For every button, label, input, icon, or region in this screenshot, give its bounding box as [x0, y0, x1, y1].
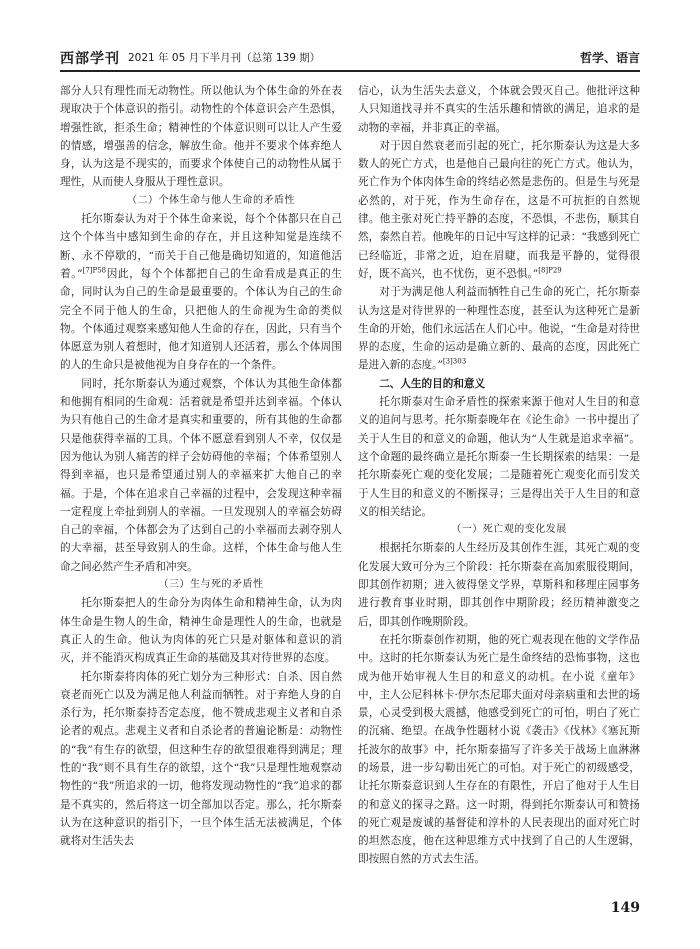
paragraph-text: 因此，每个个体都把自己的生命看成是真正的生命，同时认为自己的生命是最重要的。个体认为自己的生命完全不同于他人的生命，只把他人的生命视为生命的类似物。个体通过观察来感知他人生命的存在，因此，只有当个体愿意为别人着想时，他才知道别人还活着，那么个体周围的人的生命只是被他视为自身存在的一个条件。	[60, 267, 343, 372]
paragraph-text: 对于因自然衰老而引起的死亡，托尔斯泰认为这是大多数人的死亡方式，也是他自己最向往的死亡方式。他认为，死亡作为个体肉体生命的终结必然是悲伤的。但是生与死是必然的，对于死，作为生命存在，这是不可抗拒的自然规律。他主张对死亡持平静的态度，不恐惧，不悲伤，顺其自然，泰然自若。他晚年的日记中写这样的记录：“我感到死亡已经临近，非常之近，迫在眉睫，而我是平静的，觉得很好，既不高兴，也不忧伤，更不恐惧。”	[358, 139, 640, 280]
paragraph	[358, 137, 640, 283]
paragraph-text: 托尔斯泰认为对于个体生命来说，每个个体都只在自己这个个体当中感知到生命的存在，并且这种知觉是连续不断、永不停歇的，“而关于自己他是确切知道的，知道他活着。”	[60, 213, 342, 280]
paragraph	[60, 210, 342, 375]
paragraph: 同时，托尔斯泰认为通过观察，个体认为其他生命体都和他拥有相同的生命观：活着就是希望并达到幸福。个体认为只有他自己的生命才是真实和重要的，所有其他的生命都只是他获得幸福的工具。个体不愿意看到别人不幸，仅仅是因为他认为别人痛苦的样子会妨碍他的幸福；个体希望别人得到幸福，也只是希望通过别人的幸福来扩大他自己的幸福。于是，个体在追求自己幸福的过程中，会发现这种幸福一定程度上牵扯到别人的幸福。一旦发现别人的幸福会妨碍自己的幸福，个体都会为了达到自己的小幸福而去剥夺别人的大幸福，甚至导致别人的生命。这样，个体生命与他人生命之间必然产生矛盾和冲突。	[60, 377, 342, 573]
citation-ref: [7]P58	[82, 266, 107, 275]
paragraph	[358, 283, 640, 374]
paragraph: 部分人只有理性而无动物性。所以他认为个体生命的外在表现取决于个体意识的指引。动物性的个体意识会产生恐惧，增强性欲，拒杀生命；精神性的个体意识则可以让人产生爱的情感，增强善的信念，解放生命。他并不要求个体弃绝人身，认为这是不现实的，而要求个体使自己的动物性从属于理性，从而使人身服从于理性意识。	[60, 85, 342, 189]
section-heading: 二、人生的目的和意义	[379, 377, 486, 390]
paragraph: 托尔斯泰对生命矛盾性的探索来源于他对人生目的和意义的追问与思考。托尔斯泰晚年在《论生命》一书中提出了关于人生目的和意义的命题，他认为“人生就是追求幸福”。这个命题的最终确立是托尔斯泰一生长期探索的结果：一是托尔斯泰死亡观的变化发展；二是随着死亡观变化而引发关于人生目的和意义的不断探寻；三是得出关于人生目的和意义的相关结论。	[358, 396, 640, 518]
paragraph: 在托尔斯泰创作初期，他的死亡观表现在他的文学作品中。这时的托尔斯泰认为死亡是生命终结的恐怖事物，这也成为他开始审视人生目的和意义的动机。在小说《童年》中，主人公尼科林卡·伊尔杰尼耶夫面对母亲病重和去世的场景，心灵受到极大震撼，他感受到死亡的可怕，明白了死亡的沉痛、绝望。在战争性题材小说《袭击》《伐林》《塞瓦斯托波尔的故事》中，托尔斯泰描写了许多关于战场上血淋淋的场景，进一步勾勒出死亡的可怕。对于死亡的初级感受，让托尔斯泰意识到人生存在的有限性，开启了他对于人生目的和意义的探寻之路。这一时期，得到托尔斯泰认可和赞扬的死亡观是废诚的基督徒和淳朴的人民表现出的面对死亡时的坦然态度，他在这种思维方式中找到了自己的人生逻辑，即按照自然的方式去生活。	[358, 633, 640, 866]
paragraph: 根据托尔斯泰的人生经历及其创作生涯，其死亡观的变化发展大致可分为三个阶段：托尔斯泰在高加索服役期间，即其创作初期；进入彼得堡文学界，草斯科和移理庄园事务进行教育事业时期，即其创作中期阶段；经历精神激变之后，即其创作晚期阶段。	[358, 542, 640, 628]
citation-ref: [8]P29	[538, 266, 562, 275]
subheading: （二）个体生命与他人生命的矛盾性	[127, 194, 295, 206]
paragraph: 托尔斯泰将肉体的死亡划分为三种形式：自杀、因自然衰老而死亡以及为满足他人利益而牺牲。对于弃绝人身的自杀行为，托尔斯泰持否定态度，他不赞成悲观主义者和自杀论者的观点。悲观主义者和自杀论者的普遍论断是：动物性的“我”有生存的欲望，但这种生存的欲望很难得到满足；理性的“我”则不具有生存的欲望，这个“我”只是理性地观察动物性的“我”所追求的一切，他将发现动物性的“我”追求的都是不真实的，然后将这一切全部加以否定。那么，托尔斯泰认为在这种意识的指引下，一旦个体生活无法被满足，个体就将对生活失去	[60, 670, 342, 848]
left-column	[60, 82, 342, 850]
journal-logo: 西部学刊	[60, 51, 120, 67]
page-number: 149	[610, 900, 640, 916]
subheading: （一）死亡观的变化发展	[451, 524, 567, 536]
paragraph-text: 对于为满足他人利益而牺牲自己生命的死亡，托尔斯泰认为这是对待世界的一种理性态度，甚至认为这种死亡是新生命的开始，他们永远活在人们心中。他说，“生命是对待世界的态度，生命的运动是确立新的、最高的态度，因此死亡是进入新的态度。”	[358, 286, 640, 372]
subheading: （三）生与死的矛盾性	[158, 579, 264, 591]
page-header	[60, 46, 640, 72]
section-name: 哲学、语言	[579, 51, 640, 65]
right-column	[358, 82, 640, 869]
issue-info: 2021 年 05 月下半月刊（总第 139 期）	[128, 52, 321, 64]
paragraph: 托尔斯泰把人的生命分为肉体生命和精神生命，认为肉体生命是生物人的生命，精神生命是理性人的生命，也就是真正人的生命。他认为肉体的死亡只是对躯体和意识的消灭，并不能消灭构成真正生命的基础及其对待世界的态度。	[60, 597, 342, 665]
paragraph: 信心，认为生活失去意义，个体就会毁灭自己。他批评这种人只知道找寻并不真实的生活乐趣和情欲的满足，追求的是动物的幸福，并非真正的幸福。	[358, 85, 640, 134]
citation-ref: [3]303	[442, 357, 467, 366]
